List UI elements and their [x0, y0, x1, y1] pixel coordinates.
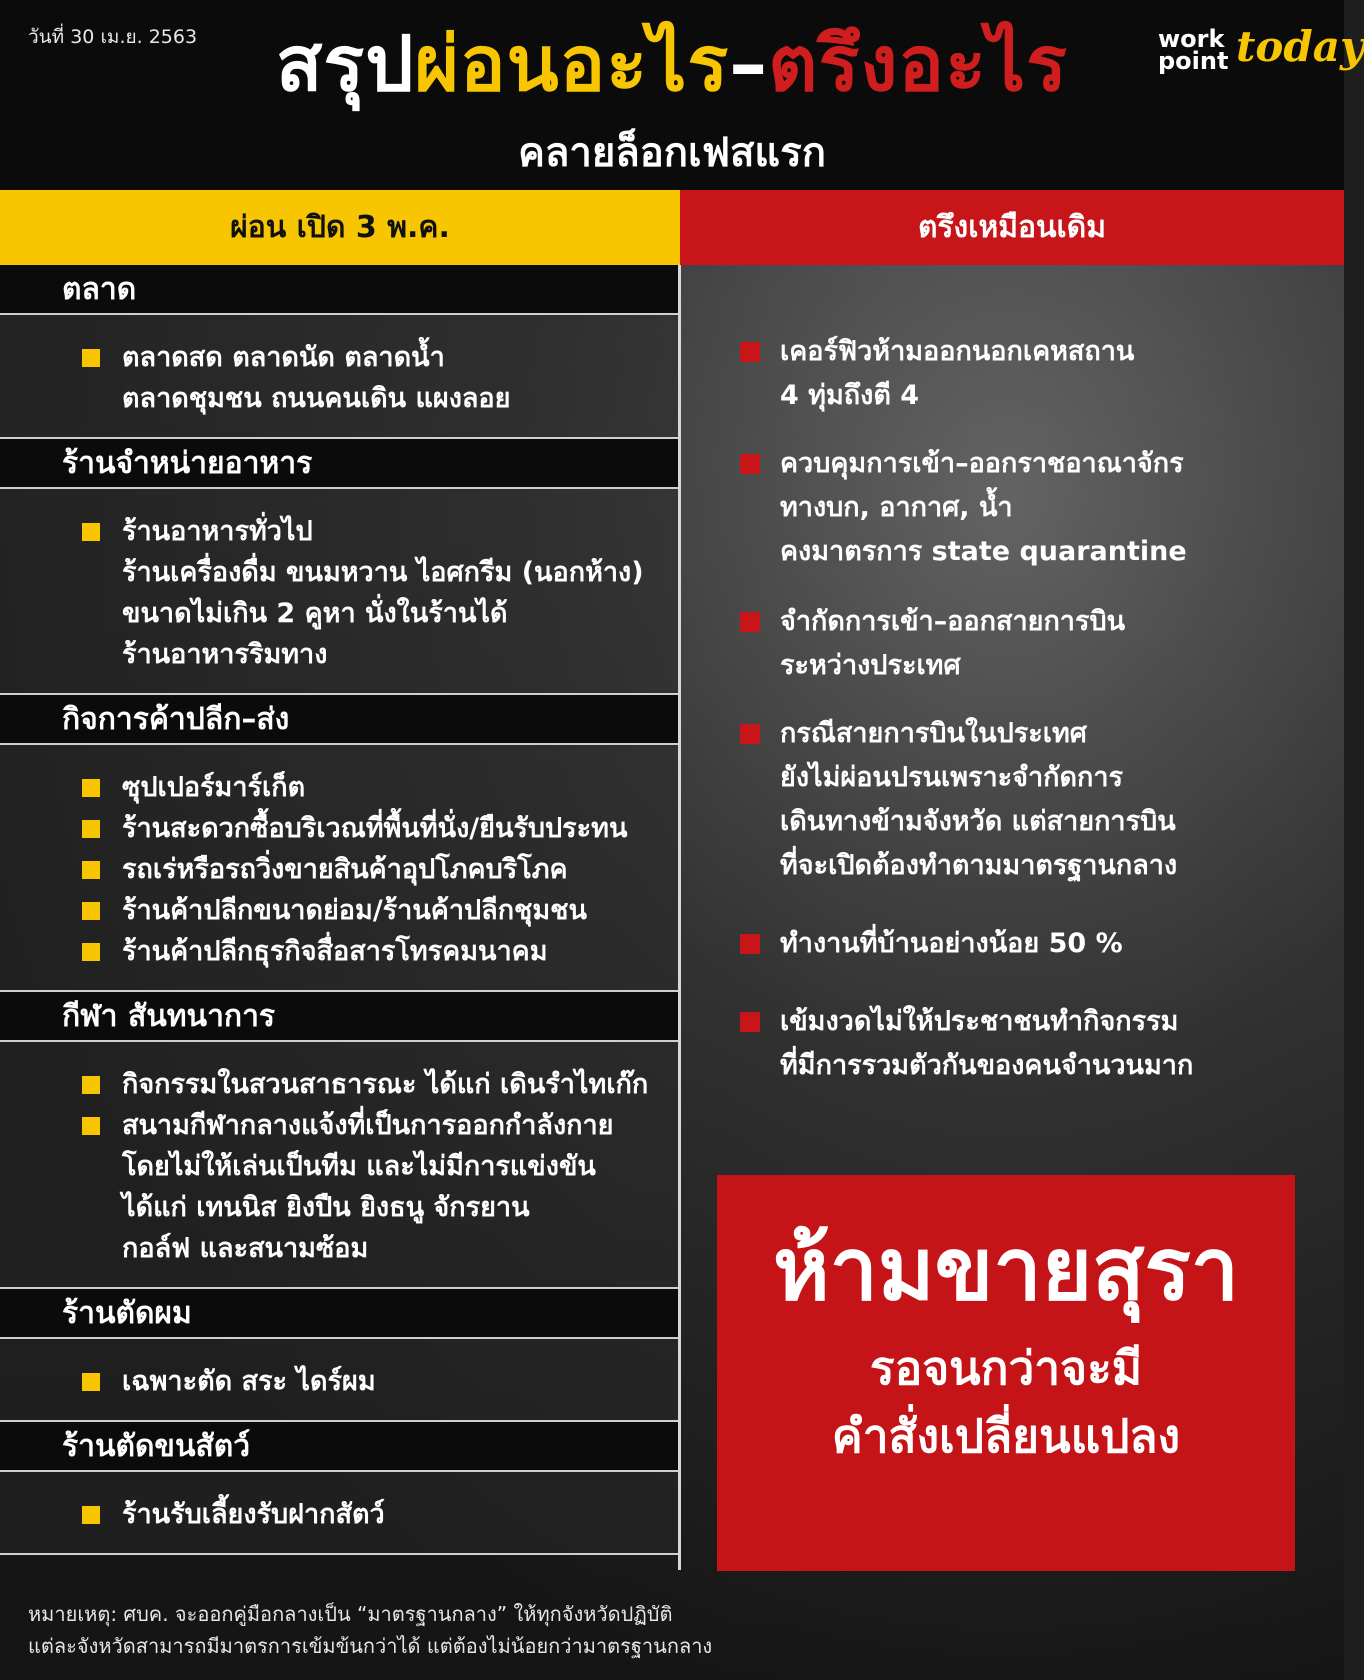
logo-line-work: work: [1158, 25, 1225, 53]
list-item-text: รถเร่หรือรถวิ่งขายสินค้าอุปโภคบริโภค: [122, 854, 568, 885]
restriction-text: ทางบก, อากาศ, น้ำ: [780, 492, 1013, 523]
logo-today: today: [1236, 22, 1364, 71]
relaxed-list: [0, 265, 678, 1555]
red-bullet-icon: [740, 1012, 760, 1032]
list-item-text: โดยไม่ให้เล่นเป็นทีม และไม่มีการแข่งขัน: [122, 1151, 596, 1182]
relaxed-column-header: ผ่อน เปิด 3 พ.ค.: [0, 190, 680, 265]
subtitle: คลายล็อกเฟสแรก: [518, 130, 826, 176]
list-item-text: ได้แก่ เทนนิส ยิงปืน ยิงธนู จักรยาน: [122, 1192, 530, 1223]
alcohol-ban-line-1: รอจนกว่าจะมี: [869, 1340, 1143, 1395]
logo-line-point: point: [1158, 47, 1229, 75]
list-item: [82, 511, 658, 675]
restriction-text: จำกัดการเข้า–ออกสายการบิน: [780, 606, 1126, 637]
section-body: [0, 315, 678, 439]
restricted-list: [738, 330, 1328, 1088]
section-heading: กิจการค้าปลีก–ส่ง: [0, 695, 678, 745]
list-item: [82, 849, 658, 890]
list-item-text: สนามกีฬากลางแจ้งที่เป็นการออกกำลังกาย: [122, 1110, 614, 1141]
main-title: [0, 18, 1344, 109]
restriction-text: กรณีสายการบินในประเทศ: [780, 718, 1087, 749]
list-item: [82, 808, 658, 849]
list-item-text: ร้านค้าปลีกขนาดย่อม/ร้านค้าปลีกชุมชน: [122, 895, 587, 926]
title-part-summary: สรุป: [276, 19, 415, 108]
restriction-text: ระหว่างประเทศ: [780, 650, 961, 681]
section-heading: ร้านตัดขนสัตว์: [0, 1422, 678, 1472]
footnote: [28, 1598, 1318, 1662]
section-body: [0, 1042, 678, 1289]
restriction-text: คงมาตรการ state quarantine: [780, 536, 1187, 567]
restriction-text: เข้มงวดไม่ให้ประชาชนทำกิจกรรม: [780, 1006, 1179, 1037]
restriction-text: เคอร์ฟิวห้ามออกนอกเคหสถาน: [780, 336, 1135, 367]
restriction-item: [738, 442, 1328, 574]
restriction-item: [738, 330, 1328, 418]
yellow-bullet-icon: [82, 1506, 100, 1524]
restriction-text: ที่มีการรวมตัวกันของคนจำนวนมาก: [780, 1050, 1194, 1081]
red-bullet-icon: [740, 612, 760, 632]
title-bar: [0, 0, 1364, 190]
alcohol-ban-box: [717, 1175, 1295, 1571]
list-item: [82, 1105, 658, 1269]
footnote-line-1: หมายเหตุ: ศบค. จะออกคู่มือกลางเป็น “มาตรฐานกลาง” ให้ทุกจังหวัดปฏิบัติ: [28, 1602, 673, 1626]
list-item-text: ร้านอาหารริมทาง: [122, 639, 328, 670]
red-bullet-icon: [740, 342, 760, 362]
title-part-relaxed: ผ่อนอะไร: [414, 19, 730, 108]
list-item-text: ร้านสะดวกซื้อบริเวณที่พื้นที่นั่ง/ยืนรับประทน: [122, 813, 628, 844]
yellow-bullet-icon: [82, 1076, 100, 1094]
restriction-text: ยังไม่ผ่อนปรนเพราะจำกัดการ: [780, 762, 1124, 793]
section-body: [0, 1339, 678, 1422]
date-label: วันที่ 30 เม.ย. 2563: [28, 26, 198, 48]
yellow-bullet-icon: [82, 1373, 100, 1391]
list-item-text: ร้านอาหารทั่วไป: [122, 516, 313, 547]
list-item-text: ซุปเปอร์มาร์เก็ต: [122, 772, 306, 803]
list-item: [82, 1494, 658, 1535]
footnote-line-2: แต่ละจังหวัดสามารถมีมาตรการเข้มข้นกว่าได้ แต่ต้องไม่น้อยกว่ามาตรฐานกลาง: [28, 1634, 713, 1658]
yellow-bullet-icon: [82, 943, 100, 961]
workpoint-today-logo: [1158, 22, 1364, 102]
list-item: [82, 890, 658, 931]
restriction-text: เดินทางข้ามจังหวัด แต่สายการบิน: [780, 806, 1176, 837]
list-item: [82, 1361, 658, 1402]
logo-wordmark: [1158, 25, 1229, 75]
list-item-text: ร้านเครื่องดื่ม ขนมหวาน ไอศกรีม (นอกห้าง): [122, 557, 644, 588]
yellow-bullet-icon: [82, 820, 100, 838]
section-heading: ร้านตัดผม: [0, 1289, 678, 1339]
restriction-text: ที่จะเปิดต้องทำตามมาตรฐานกลาง: [780, 850, 1178, 881]
yellow-bullet-icon: [82, 349, 100, 367]
list-item-text: ร้านค้าปลีกธุรกิจสื่อสารโทรคมนาคม: [122, 936, 548, 967]
title-part-restricted: ตรึงอะไร: [768, 19, 1068, 108]
restriction-text: ควบคุมการเข้า–ออกราชอาณาจักร: [780, 448, 1184, 479]
section-heading: ร้านจำหน่ายอาหาร: [0, 439, 678, 489]
restriction-text: ทำงานที่บ้านอย่างน้อย 50 %: [780, 928, 1123, 959]
red-bullet-icon: [740, 724, 760, 744]
section-body: [0, 745, 678, 992]
section-heading: กีฬา สันทนาการ: [0, 992, 678, 1042]
list-item-text: เฉพาะตัด สระ ไดร์ผม: [122, 1366, 376, 1397]
section-body: [0, 489, 678, 695]
column-divider: [678, 265, 681, 1570]
restricted-column-header: ตรึงเหมือนเดิม: [680, 190, 1344, 265]
yellow-bullet-icon: [82, 523, 100, 541]
title-dash: –: [729, 19, 769, 108]
yellow-bullet-icon: [82, 1117, 100, 1135]
alcohol-ban-title: ห้ามขายสุรา: [772, 1220, 1240, 1320]
list-item-text: ตลาดสด ตลาดนัด ตลาดน้ำ: [122, 342, 445, 373]
alcohol-ban-note: [717, 1334, 1295, 1470]
restriction-item: [738, 712, 1328, 888]
list-item-text: ร้านรับเลี้ยงรับฝากสัตว์: [122, 1499, 385, 1530]
list-item-text: กิจกรรมในสวนสาธารณะ ได้แก่ เดินรำไทเก๊ก: [122, 1069, 649, 1100]
restriction-item: [738, 1000, 1328, 1088]
red-bullet-icon: [740, 454, 760, 474]
list-item: [82, 337, 658, 419]
section-body: [0, 1472, 678, 1555]
section-heading: ตลาด: [0, 265, 678, 315]
alcohol-ban-line-2: คำสั่งเปลี่ยนแปลง: [831, 1408, 1181, 1463]
list-item: [82, 767, 658, 808]
red-bullet-icon: [740, 934, 760, 954]
restriction-item: [738, 922, 1328, 966]
restriction-item: [738, 600, 1328, 688]
list-item: [82, 931, 658, 972]
list-item: [82, 1064, 658, 1105]
yellow-bullet-icon: [82, 861, 100, 879]
yellow-bullet-icon: [82, 779, 100, 797]
list-item-text: ขนาดไม่เกิน 2 คูหา นั่งในร้านได้: [122, 598, 508, 629]
list-item-text: กอล์ฟ และสนามซ้อม: [122, 1233, 369, 1264]
list-item-text: ตลาดชุมชน ถนนคนเดิน แผงลอย: [122, 383, 511, 414]
yellow-bullet-icon: [82, 902, 100, 920]
restriction-text: 4 ทุ่มถึงตี 4: [780, 380, 920, 411]
